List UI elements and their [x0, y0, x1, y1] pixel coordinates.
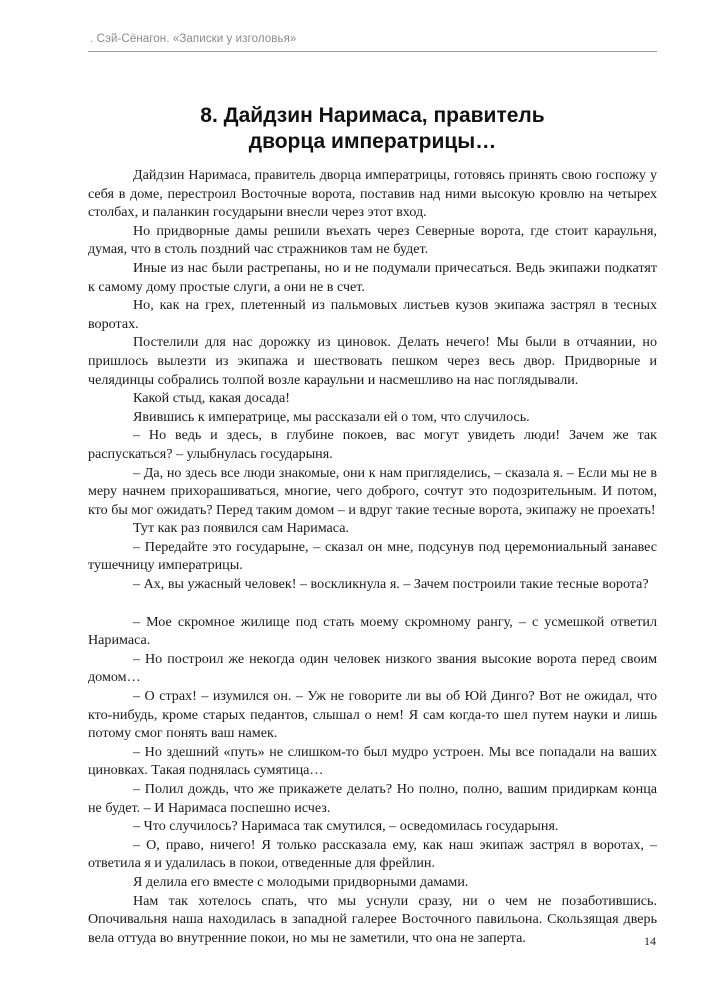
paragraph: – Но построил же некогда один человек низкого звания высокие ворота перед своим домом…	[88, 650, 657, 686]
paragraph: – Да, но здесь все люди знакомые, они к нам пригляделись, – сказала я. – Если мы не в меру начнем прихорашиваться, многие, чего доброго, сочтут это подозрительным. И потом, кто бы мог ожидать? Перед таким домом – и вдруг такие тесные ворота, экипажу не проехать!	[88, 464, 657, 518]
paragraph: – Но ведь и здесь, в глубине покоев, вас могут увидеть люди! Зачем же так распускаться? – улыбнулась государыня.	[88, 427, 657, 462]
chapter-title-line-2: дворца императрицы…	[248, 130, 497, 153]
paragraph: Но, как на грех, плетенный из пальмовых листьев кузов экипажа застрял в тесных воротах.	[88, 297, 657, 332]
paragraph: – Мое скромное жилище под стать моему скромному рангу, – с усмешкой ответил Наримаса.	[88, 613, 657, 649]
chapter-title-line-1: 8. Дайдзин Наримаса, правитель	[200, 104, 545, 127]
page-number: 14	[644, 934, 656, 948]
paragraph: – О страх! – изумился он. – Уж не говорите ли вы об Юй Динго? Вот не ожидал, что кто-нибудь, кроме старых педантов, слышал о нем! Я сам когда-то шел путем науки и лишь потому смог понять ваш намек.	[88, 688, 657, 742]
paragraph: – Что случилось? Наримаса так смутился, – осведомилась государыня.	[133, 818, 559, 835]
chapter-body	[88, 166, 657, 947]
header-divider	[88, 51, 657, 52]
paragraph: Тут как раз появился сам Наримаса.	[133, 520, 350, 537]
paragraph: – О, право, ничего! Я только рассказала ему, как наш экипаж застрял в воротах, – ответила я и удалилась в покои, отведенные для фрейлин.	[88, 836, 657, 872]
paragraph: Постелили для нас дорожку из циновок. Делать нечего! Мы были в отчаянии, но пришлось вылезти из экипажа и шествовать пешком через весь двор. Придворные и челядинцы собрались толпой возле караульни и насмешливо на нас поглядывали.	[88, 334, 657, 388]
paragraph: Нам так хотелось спать, что мы уснули сразу, ни о чем не позаботившись. Опочивальня наша находилась в западной галерее Восточного павильона. Скользящая дверь вела оттуда во внутренние покои, но мы не заметили, что она не заперта.	[88, 892, 657, 946]
running-header: . Сэй-Сёнагон. «Записки у изголовья»	[90, 33, 297, 45]
chapter-title	[88, 103, 657, 155]
paragraph: Явившись к императрице, мы рассказали ей о том, что случилось.	[133, 408, 530, 425]
paragraph: Иные из нас были растрепаны, но и не подумали причесаться. Ведь экипажи подкатят к самому дому простые слуги, а они не в счет.	[88, 259, 657, 295]
paragraph: Дайдзин Наримаса, правитель дворца императрицы, готовясь принять свою госпожу у себя в доме, перестроил Восточные ворота, поставив над ними высокую кровлю на четырех столбах, и паланкин государыни внесли через этот вход.	[88, 167, 657, 221]
paragraph: Я делила его вместе с молодыми придворными дамами.	[133, 873, 469, 890]
paragraph: Какой стыд, какая досада!	[133, 390, 290, 407]
paragraph: Но придворные дамы решили въехать через Северные ворота, где стоит караульня, думая, что в столь поздний час стражников там не будет.	[88, 222, 657, 258]
paragraph: – Но здешний «путь» не слишком-то был мудро устроен. Мы все попадали на ваших циновках. Такая поднялась сумятица…	[88, 743, 657, 779]
paragraph: – Ах, вы ужасный человек! – воскликнула я. – Зачем построили такие тесные ворота?	[133, 576, 649, 593]
paragraph: – Полил дождь, что же прикажете делать? Но полно, полно, вашим придиркам конца не будет. – И Наримаса поспешно исчез.	[88, 781, 657, 816]
paragraph: – Передайте это государыне, – сказал он мне, подсунув под церемониальный занавес тушечницу императрицы.	[88, 538, 657, 574]
